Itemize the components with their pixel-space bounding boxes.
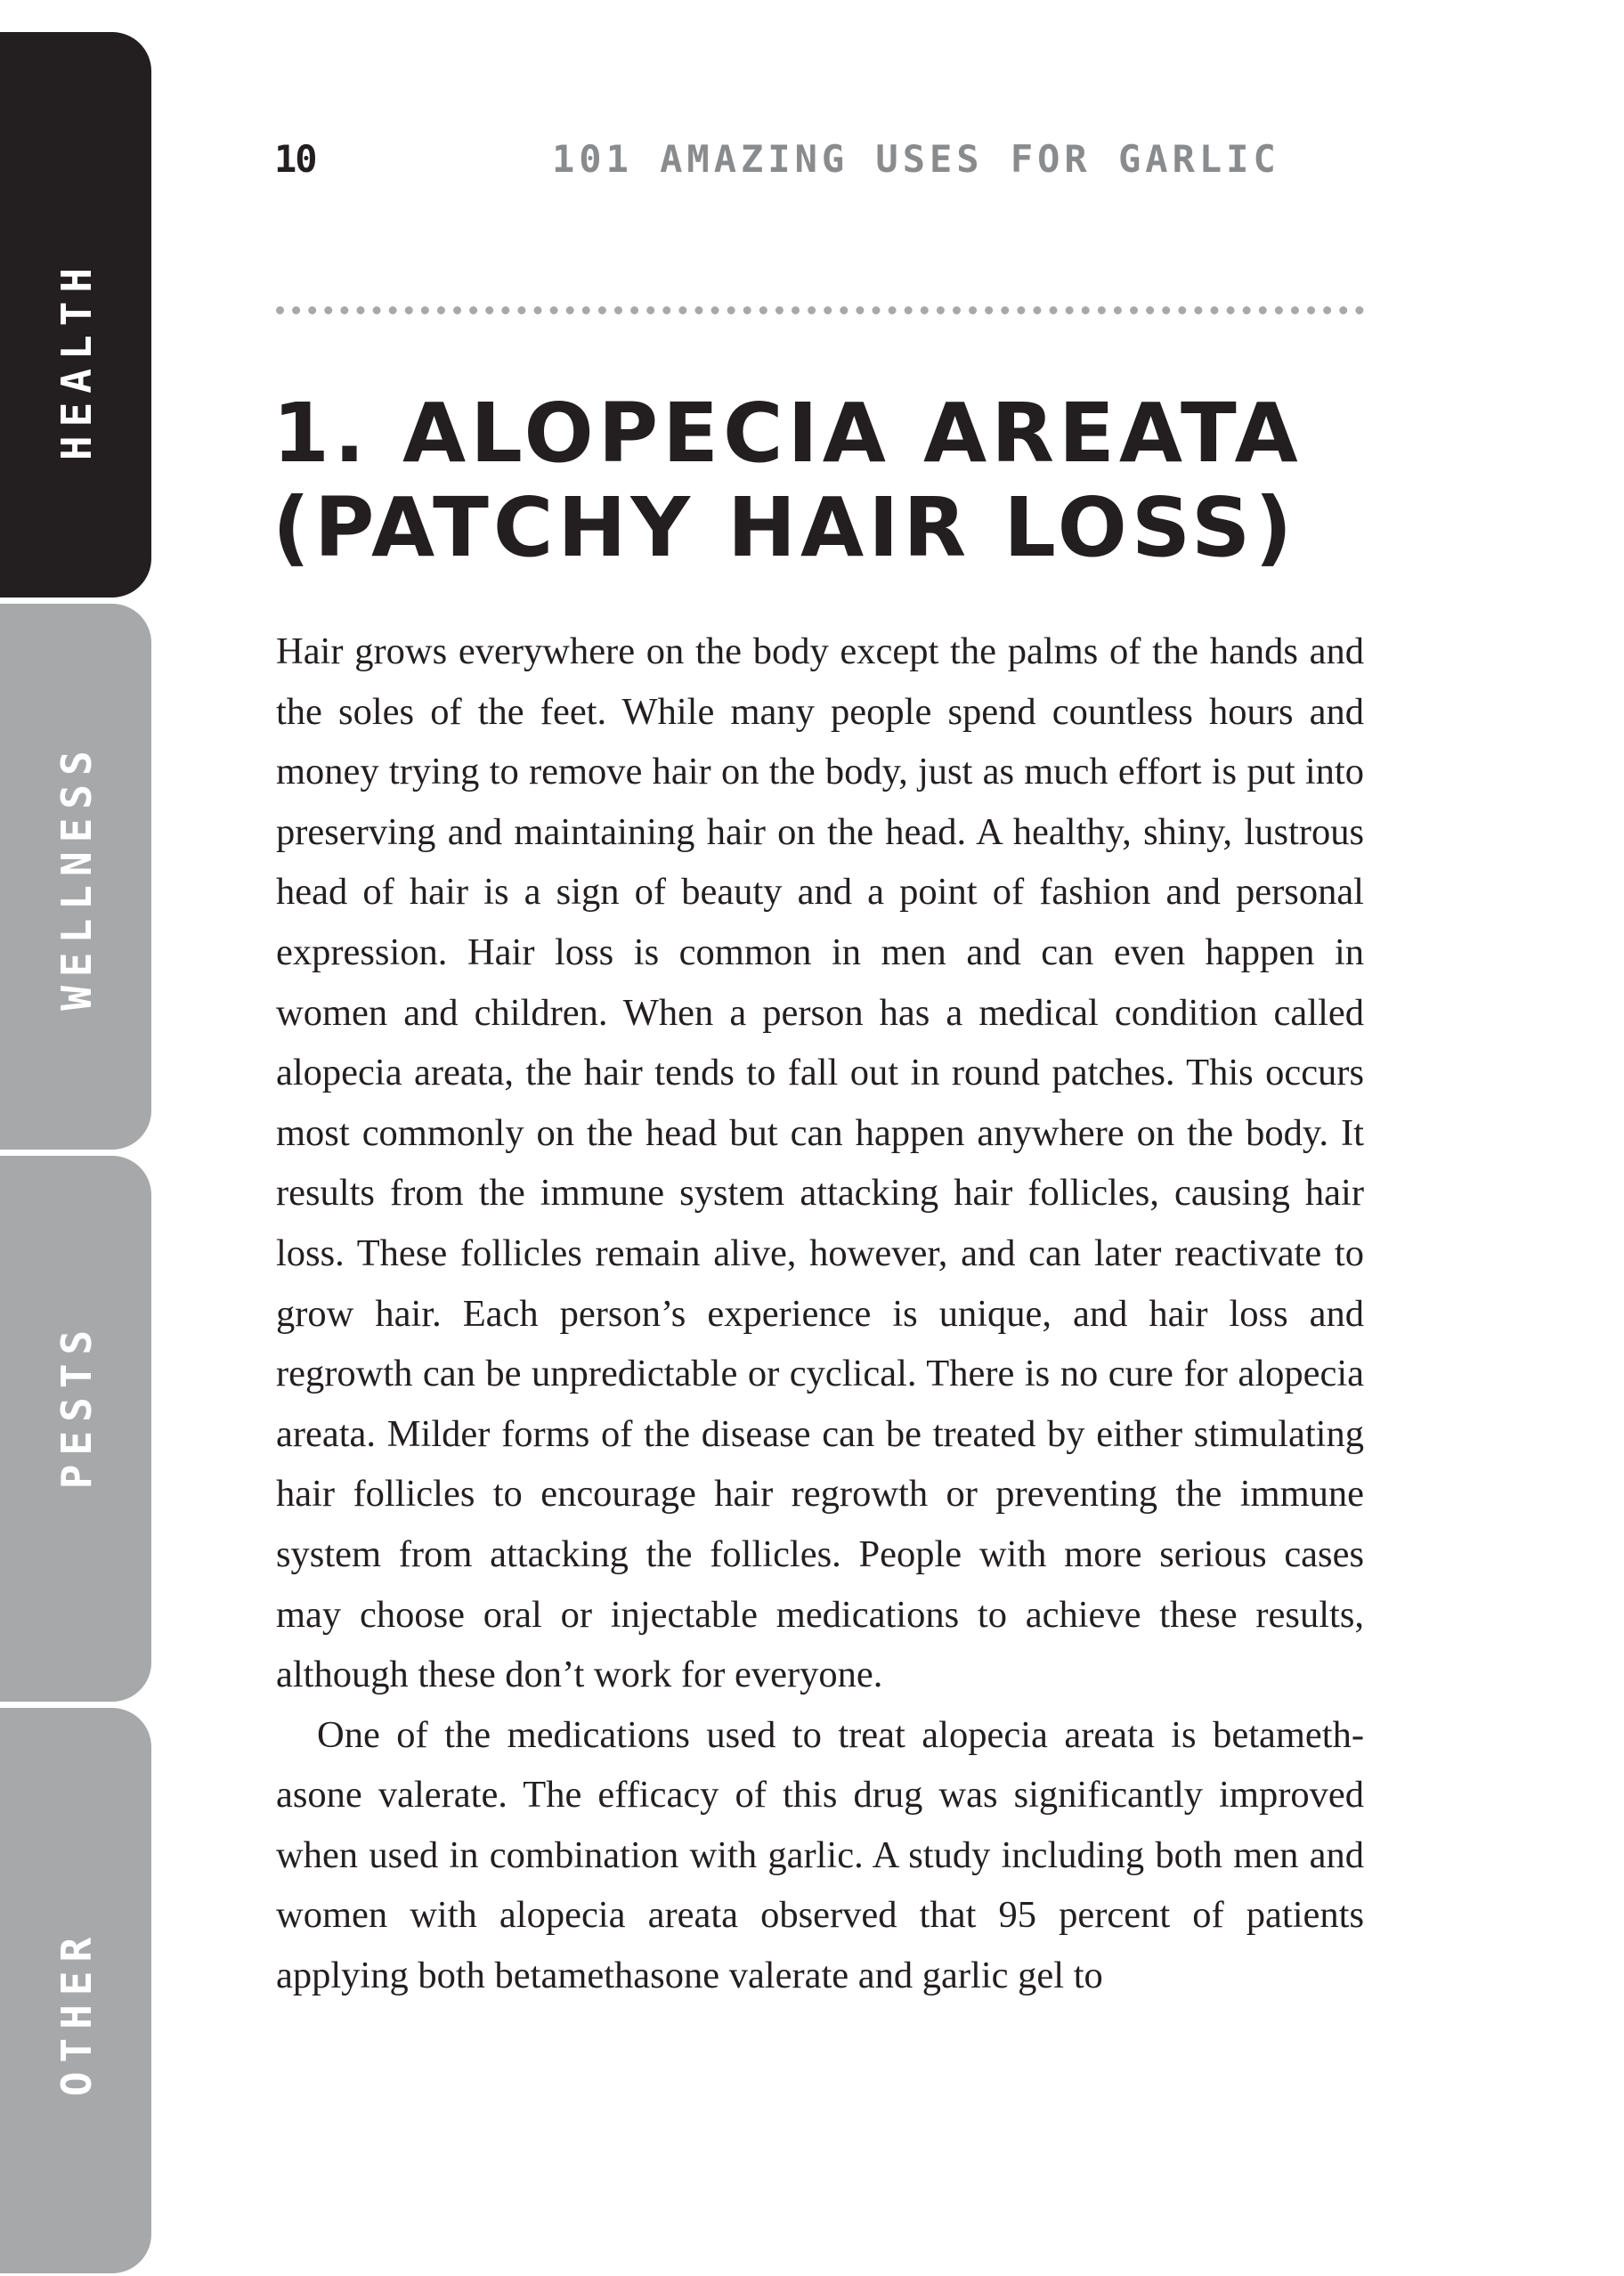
tab-health[interactable] <box>0 32 151 597</box>
tab-pests-label: PESTS <box>53 1321 101 1490</box>
tab-wellness-label: WELLNESS <box>53 742 101 1011</box>
body-text <box>276 622 1364 2006</box>
tab-other[interactable] <box>0 1708 151 2273</box>
tab-wellness[interactable] <box>0 604 151 1150</box>
tab-other-label: OTHER <box>53 1928 101 2097</box>
section-heading <box>272 386 1368 575</box>
section-heading-line-2: (PATCHY HAIR LOSS) <box>272 480 1297 575</box>
section-heading-line-1: 1. ALOPECIA AREATA <box>272 386 1303 481</box>
tab-health-label: HEALTH <box>53 258 101 461</box>
tab-pests[interactable] <box>0 1156 151 1702</box>
dotted-divider <box>276 306 1364 314</box>
body-paragraph-2: One of the medications used to treat alopecia areata is betamethasone valerate. The efficacy of this drug was significantly improved when used in combination with garlic. A study including both men and women with alopecia areata observed that 95 percent of patients applying both betamethasone valerate and garlic gel to <box>276 1713 1364 1997</box>
page-number: 10 <box>274 137 316 181</box>
body-paragraph-1: Hair grows everywhere on the body except the palms of the hands and the soles of the feet. While many people spend countless hours and money trying to remove hair on the body, just as much effort is put into preserving and maintaining hair on the head. A healthy, shiny, lustrous head of hair is a sign of beauty and a point of fashion and personal expression. Hair loss is common in men and can even happen in women and children. When a person has a medical condition called alopecia areata, the hair tends to fall out in round patches. This occurs most commonly on the head but can happen anywhere on the body. It results from the immune system attacking hair follicles, causing hair loss. These follicles remain alive, however, and can later reactivate to grow hair. Each person’s experience is unique, and hair loss and regrowth can be unpredictable or cyclical. There is no cure for alopecia areata. Milder forms of the disease can be treated by either stimulating hair follicles to encourage hair regrowth or preventing the immune system from attacking the follicles. People with more serious cases may choose oral or injectable medications to achieve these results, although these don’t work for everyone. <box>276 630 1364 1696</box>
running-book-title: 101 AMAZING USES FOR GARLIC <box>552 137 1280 181</box>
